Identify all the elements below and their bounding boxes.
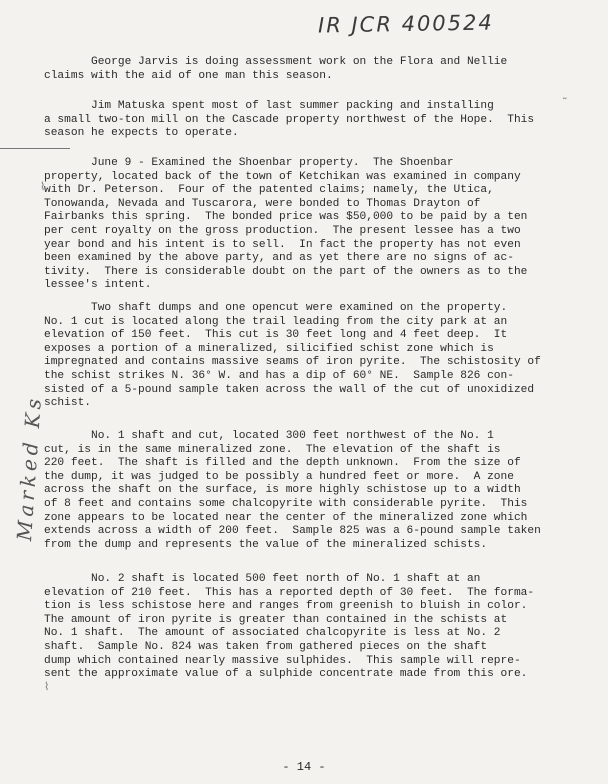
paragraph-shoenbar: June 9 - Examined the Shoenbar property. The Shoenbar property, located back of the town of Ketchikan was examined in company with Dr. Peterson. Four of the patented claims; namely, the Utica, Tonowanda, Nevada and Tuscarora, were bonded to Thomas Drayton of Fairbanks this spring. The bonded price was $50,000 to be paid by a ten per cent royalty on the gross production. The present lessee has a two year bond and his intent is to sell. In fact the property has not even been examined by the above party, and as yet there are no signs of ac- tivity. There is considerable doubt on the part of the owners as to the lessee's intent. (44, 157, 528, 292)
handwritten-margin-note: Marked Ks (12, 394, 47, 542)
paragraph-jarvis: George Jarvis is doing assessment work on the Flora and Nellie claims with the aid of one man this season. (44, 56, 508, 82)
margin-tick-mark: ⌇ (40, 180, 46, 193)
handwritten-document-id: IR JCR 400524 (317, 10, 494, 38)
margin-pencil-line (0, 148, 70, 149)
paragraph-shaft-dumps: Two shaft dumps and one opencut were examined on the property. No. 1 cut is located along the trail leading from the city park at an elevation of 150 feet. This cut is 30 feet long and 4 feet deep. It exposes a portion of a mineralized, silicified schist zone which is impregnated and contains massive seams of iron pyrite. The schistosity of the schist strikes N. 36° W. and has a dip of 60° NE. Sample 826 con- sisted of a 5-pound sample taken across the wall of the cut of unoxidized schist. (44, 302, 541, 410)
margin-tick-mark: ⌇ (44, 680, 50, 693)
margin-tick-mark: ˜ (562, 96, 568, 109)
paragraph-no2-shaft: No. 2 shaft is located 500 feet north of No. 1 shaft at an elevation of 210 feet. This has a reported depth of 30 feet. The forma- tion is less schistose here and ranges from greenish to bluish in color. The amount of iron pyrite is greater than contained in the schists at No. 1 shaft. The amount of associated chalcopyrite is less at No. 2 shaft. Sample No. 824 was taken from gathered pieces on the shaft dump which contained nearly massive sulphides. This sample will repre- sent the approximate value of a sulphide concentrate made from this ore. (44, 573, 535, 681)
page-number: - 14 - (282, 760, 326, 774)
paragraph-matuska: Jim Matuska spent most of last summer packing and installing a small two-ton mill on the Cascade property northwest of the Hope. This season he expects to operate. (44, 100, 535, 140)
paragraph-no1-shaft: No. 1 shaft and cut, located 300 feet northwest of the No. 1 cut, is in the same mineralized zone. The elevation of the shaft is 220 feet. The shaft is filled and the depth unknown. From the size of the dump, it was judged to be possibly a hundred feet or more. A zone across the shaft on the surface, is more highly schistose up to a width of 8 feet and contains some chalcopyrite with considerable pyrite. This zone appears to be located near the center of the mineralized zone which extends across a width of 200 feet. Sample 825 was a 6-pound sample taken from the dump and represents the value of the mineralized schists. (44, 430, 541, 551)
